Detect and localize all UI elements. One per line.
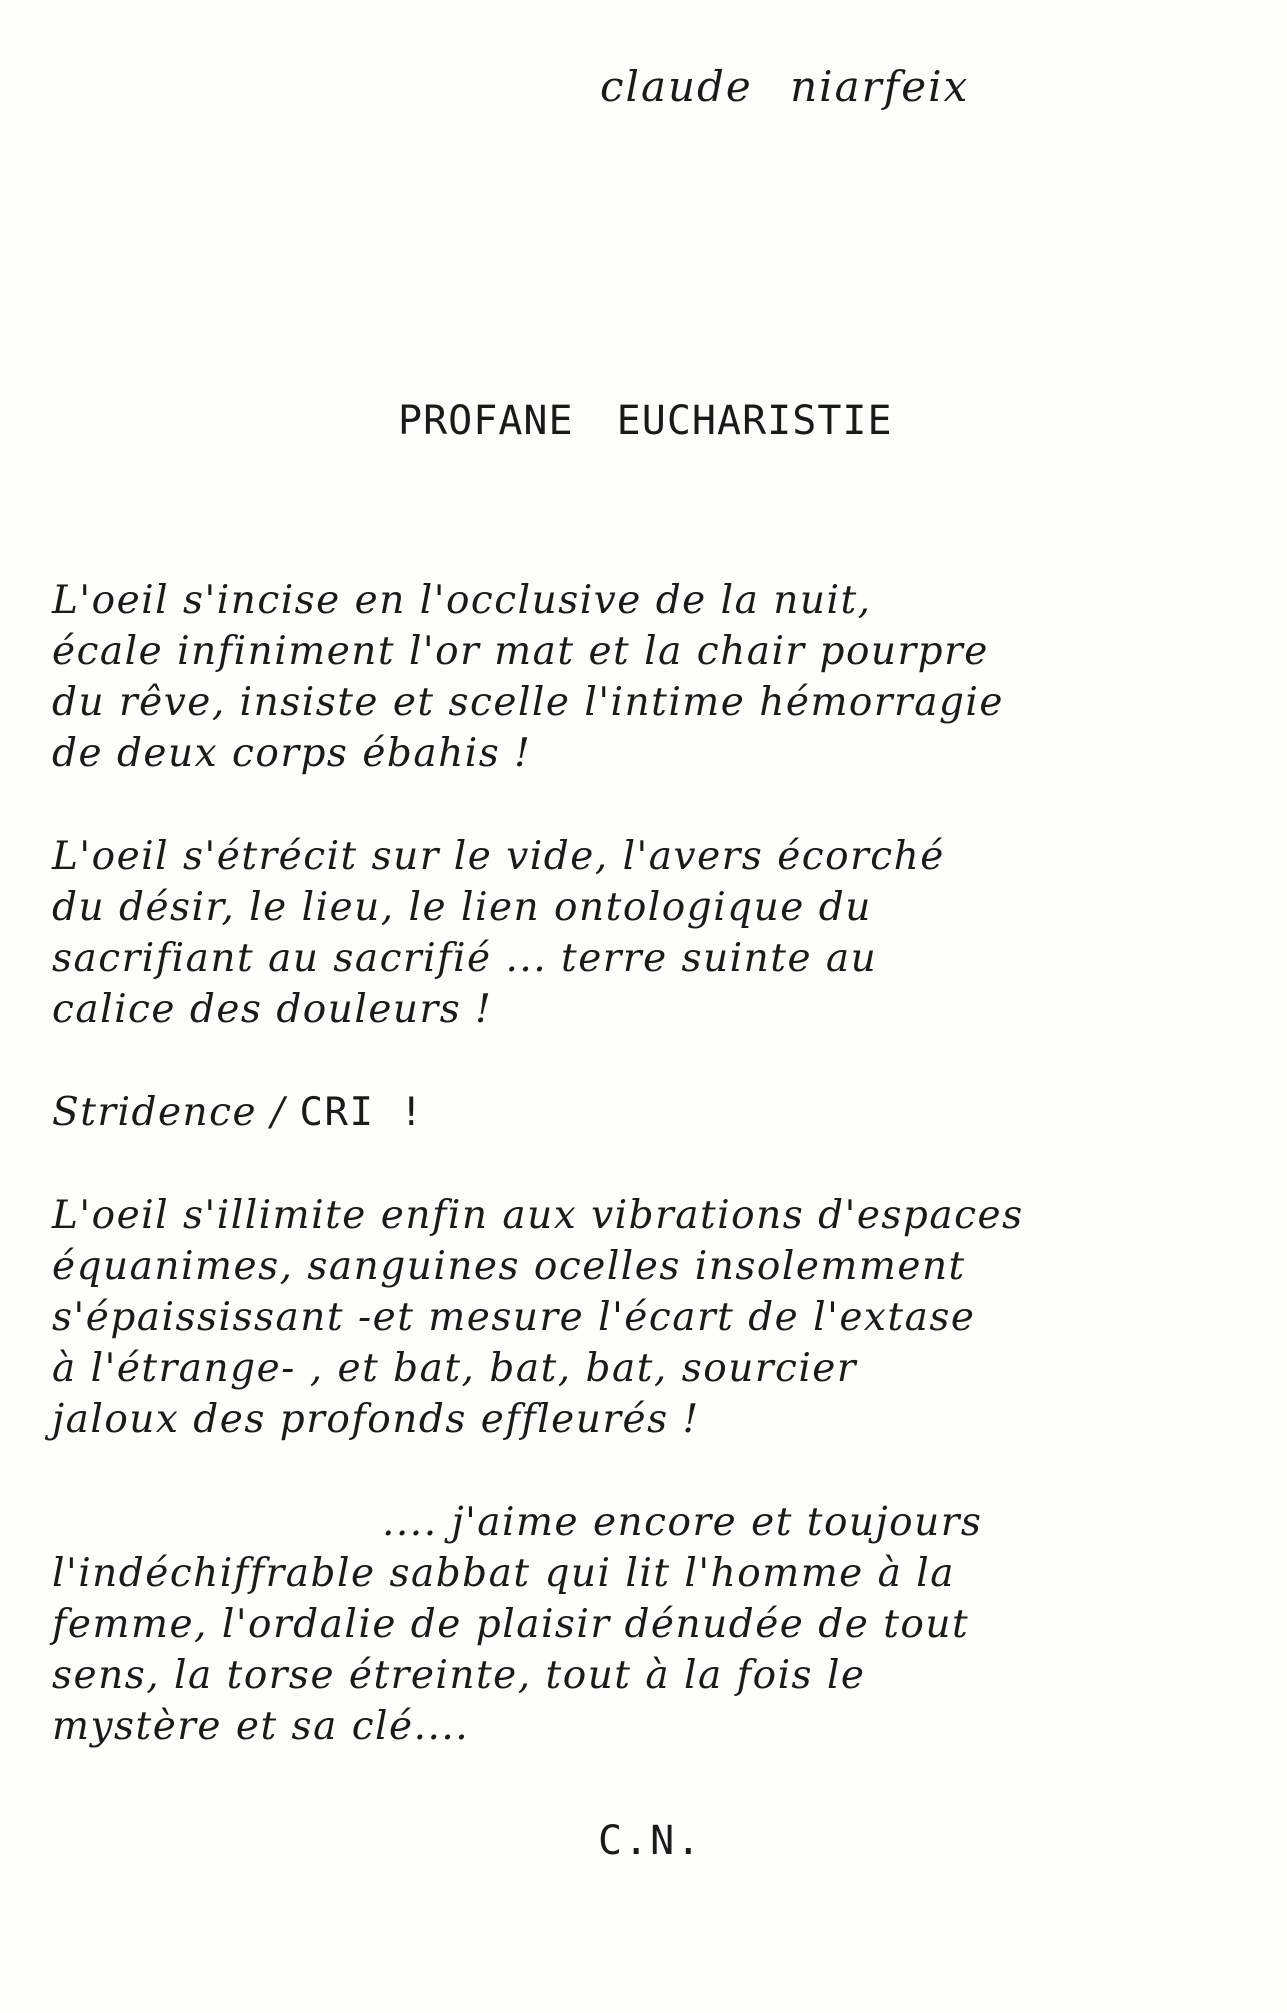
stridence-word: Stridence / xyxy=(52,1090,286,1135)
poem-line: L'oeil s'incise en l'occlusive de la nuit, xyxy=(52,578,872,623)
stanza-1 xyxy=(52,575,1252,779)
poem-line: l'indéchiffrable sabbat qui lit l'homme à la xyxy=(52,1551,956,1596)
poem-title: PROFANE EUCHARISTIE xyxy=(398,398,893,444)
poem-line: L'oeil s'étrécit sur le vide, l'avers écorché xyxy=(52,834,945,879)
poem-line: .... j'aime encore et toujours xyxy=(382,1500,983,1545)
poem-line: du rêve, insiste et scelle l'intime hémorragie xyxy=(52,680,1004,725)
cri-word: CRI ! xyxy=(299,1090,425,1135)
poem-line: du désir, le lieu, le lien ontologique du xyxy=(52,885,872,930)
signature-initials: C.N. xyxy=(598,1818,703,1864)
author-name: claude niarfeix xyxy=(600,62,970,111)
poem-line: sacrifiant au sacrifié ... terre suinte au xyxy=(52,936,878,981)
stanza-5 xyxy=(52,1497,1252,1752)
poem-line: écale infiniment l'or mat et la chair pourpre xyxy=(52,629,989,674)
poem-line: calice des douleurs ! xyxy=(52,987,493,1032)
poem-line: de deux corps ébahis ! xyxy=(52,731,532,776)
poem-line: jaloux des profonds effleurés ! xyxy=(52,1397,700,1442)
stanza-4 xyxy=(52,1190,1252,1445)
poem-line: à l'étrange- , et bat, bat, bat, sourcier xyxy=(52,1346,858,1391)
stanza-2 xyxy=(52,831,1252,1035)
poem-line xyxy=(52,1087,1252,1138)
stanza-3 xyxy=(52,1087,1252,1138)
poem-line: L'oeil s'illimite enfin aux vibrations d'espaces xyxy=(52,1193,1024,1238)
poem-line: sens, la torse étreinte, tout à la fois le xyxy=(52,1653,866,1698)
poem-line: femme, l'ordalie de plaisir dénudée de tout xyxy=(52,1602,970,1647)
poem-body xyxy=(52,575,1252,1804)
poem-line: équanimes, sanguines ocelles insolemment xyxy=(52,1244,966,1289)
poem-line: mystère et sa clé.... xyxy=(52,1704,470,1749)
poem-line: s'épaississant -et mesure l'écart de l'extase xyxy=(52,1295,976,1340)
